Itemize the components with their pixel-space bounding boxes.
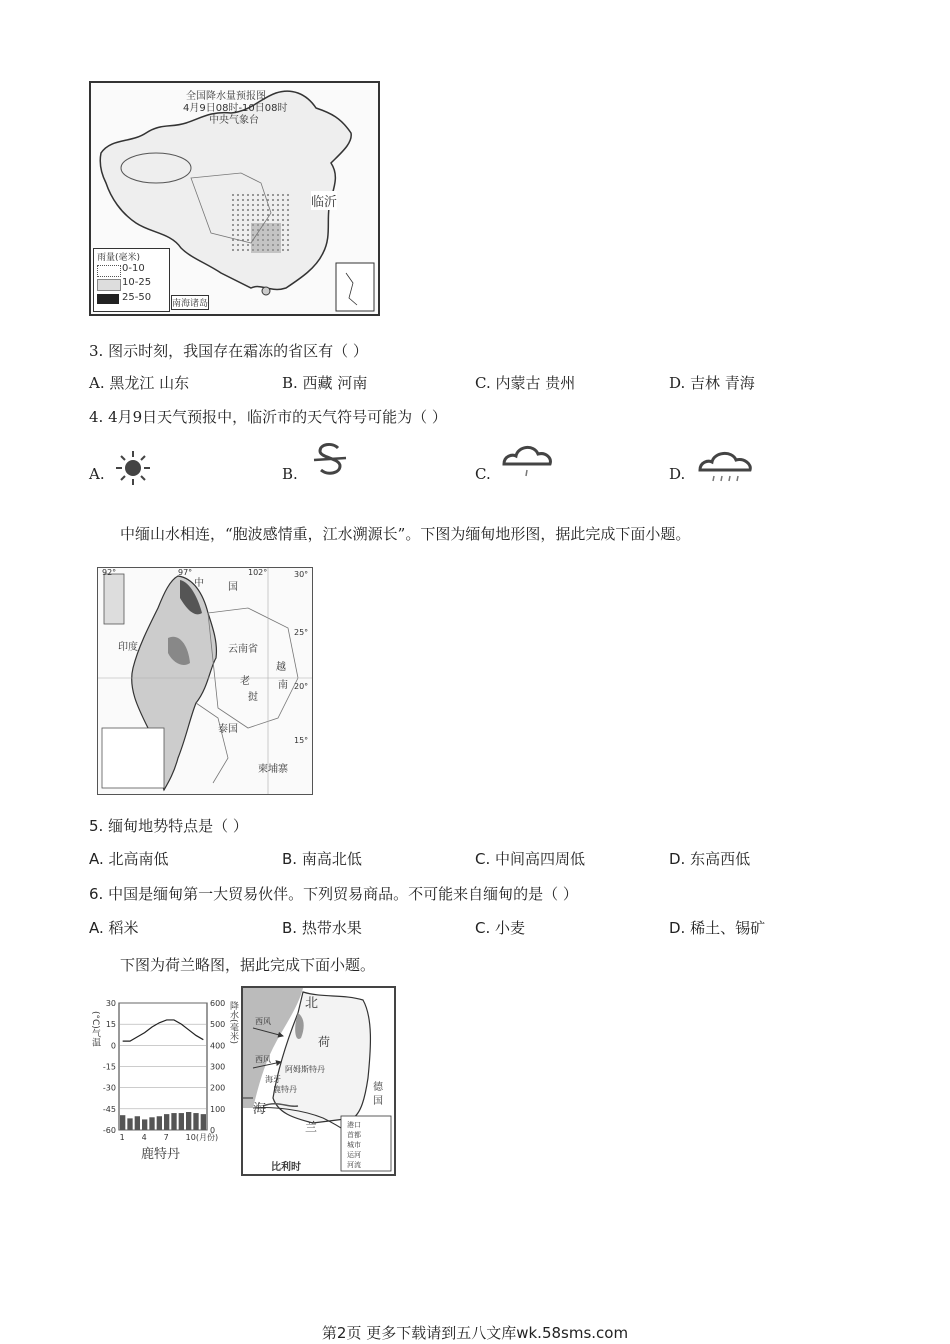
q6-option-a[interactable]: A. 稻米 <box>89 919 139 937</box>
q5-option-d[interactable]: D. 东高西低 <box>669 850 751 868</box>
legend-item-3: 25-50 <box>122 292 152 303</box>
y-right-tick-label: 300 <box>210 1062 226 1072</box>
label-cambodia: 柬埔寨 <box>258 764 288 775</box>
question-4-stem: 4. 4月9日天气预报中，临沂市的天气符号可能为（ ） <box>89 408 447 426</box>
legend-swatch-dark <box>97 294 119 304</box>
page-footer: 第2页 更多下载请到五八文库wk.58sms.com <box>321 1324 629 1342</box>
lat-15: 15° <box>294 736 309 745</box>
y-right-tick-label: 600 <box>210 999 226 1008</box>
label-guo: 国 <box>228 582 238 593</box>
legend-city: 城市 <box>347 1141 361 1149</box>
q4-option-b[interactable]: B. <box>282 465 298 483</box>
moderate-rain-icon <box>696 446 754 486</box>
label-wo: 挝 <box>248 692 258 703</box>
y-right-tick-label: 100 <box>210 1104 226 1114</box>
y-right-tick-label: 500 <box>210 1020 226 1030</box>
label-yue: 越 <box>276 662 286 673</box>
map-title-line1: 全国降水量预报图 <box>186 91 266 102</box>
y-right-tick-label: 400 <box>210 1041 226 1051</box>
legend-canal: 运河 <box>347 1151 361 1159</box>
x-tick-label: 4 <box>141 1133 147 1142</box>
lat-30: 30° <box>294 570 309 579</box>
label-nan: 南 <box>278 680 288 691</box>
city-label-linyi: 临沂 <box>311 191 337 210</box>
x-tick-label: 7 <box>163 1133 169 1142</box>
x-tick-label: 10(月份) <box>185 1133 219 1142</box>
q4-option-d[interactable]: D. <box>669 465 686 483</box>
label-india: 印度 <box>118 642 138 653</box>
lon-92: 92° <box>102 568 117 577</box>
y-left-tick-label: -15 <box>102 1062 116 1072</box>
climate-chart-caption: 鹿特丹 <box>141 1147 181 1162</box>
label-guo2: 国 <box>373 1096 383 1107</box>
y-right-tick-label: 200 <box>210 1083 226 1093</box>
y-left-tick-label: -45 <box>102 1104 116 1114</box>
sun-icon <box>112 448 154 488</box>
label-yunnan: 云南省 <box>228 644 258 655</box>
legend-item-2: 10-25 <box>122 277 152 288</box>
legend-swatch-mid <box>97 279 121 291</box>
label-bei: 北 <box>305 996 319 1011</box>
y-right-tick-label: 0 <box>210 1126 216 1135</box>
lat-25: 25° <box>294 628 309 637</box>
x-tick-label: 1 <box>119 1133 125 1142</box>
label-amsterdam: 阿姆斯特丹 <box>285 1065 325 1074</box>
lat-20: 20° <box>294 682 309 691</box>
y-left-tick-label: 15 <box>105 1020 116 1030</box>
label-zhong: 中 <box>194 578 204 589</box>
temperature-line <box>123 1020 204 1041</box>
precip-bar <box>186 1112 191 1130</box>
precip-bar <box>127 1118 132 1130</box>
q6-option-b[interactable]: B. 热带水果 <box>282 919 362 937</box>
y-left-tick-label: 0 <box>110 1041 116 1051</box>
legend-item-1: 0-10 <box>122 263 145 274</box>
y-left-tick-label: -30 <box>102 1083 116 1093</box>
q3-option-b[interactable]: B. 西藏 河南 <box>282 374 368 392</box>
inset-label: 南海诸岛 <box>171 295 209 310</box>
label-rotterdam: 鹿特丹 <box>273 1085 297 1094</box>
question-3-stem: 3. 图示时刻，我国存在霜冻的省区有（ ） <box>89 342 368 360</box>
netherlands-map <box>241 986 396 1176</box>
y-left-label: (°C)气温 <box>90 1011 100 1047</box>
precip-bar <box>157 1116 162 1130</box>
map-legend <box>93 248 170 312</box>
precip-bar <box>120 1115 125 1130</box>
lon-102: 102° <box>248 568 268 577</box>
label-belgium: 比利时 <box>271 1162 301 1173</box>
q6-option-c[interactable]: C. 小麦 <box>475 919 526 937</box>
legend-title: 雨量(毫米) <box>97 253 141 263</box>
label-thailand: 泰国 <box>218 724 238 735</box>
china-precipitation-map <box>89 81 380 316</box>
map-title-line3: 中央气象台 <box>209 115 259 126</box>
label-hai: 海 <box>253 1102 267 1117</box>
map-title-line2: 4月9日08时-10日08时 <box>183 103 288 114</box>
netherlands-intro: 下图为荷兰略图，据此完成下面小题。 <box>120 956 376 974</box>
precip-bar <box>171 1113 176 1130</box>
label-hague: 海牙 <box>265 1075 281 1084</box>
label-lan: 兰 <box>305 1120 318 1134</box>
legend-swatch-light <box>97 265 121 277</box>
myanmar-intro: 中缅山水相连，“胞波感情重，江水溯源长”。下图为缅甸地形图，据此完成下面小题。 <box>120 525 691 543</box>
sandstorm-icon <box>310 440 350 480</box>
label-westerly-2: 西风 <box>255 1055 271 1064</box>
myanmar-terrain-map <box>97 567 313 795</box>
y-right-label: 降水(毫米) <box>228 1001 238 1045</box>
q3-option-d[interactable]: D. 吉林 青海 <box>669 374 755 392</box>
precip-bar <box>201 1114 206 1130</box>
q5-option-a[interactable]: A. 北高南低 <box>89 850 169 868</box>
precip-bar <box>193 1113 198 1130</box>
legend-river: 河流 <box>347 1161 361 1169</box>
rotterdam-climate-chart <box>89 995 239 1165</box>
question-6-stem: 6. 中国是缅甸第一大贸易伙伴。下列贸易商品。不可能来自缅甸的是（ ） <box>89 885 578 903</box>
legend-port: 港口 <box>347 1121 361 1129</box>
lon-97: 97° <box>178 568 193 577</box>
label-de: 德 <box>373 1082 383 1093</box>
precip-bar <box>142 1119 147 1130</box>
q5-option-c[interactable]: C. 中间高四周低 <box>475 850 586 868</box>
label-lao: 老 <box>240 676 250 687</box>
q6-option-d[interactable]: D. 稀土、锡矿 <box>669 919 766 937</box>
q5-option-b[interactable]: B. 南高北低 <box>282 850 362 868</box>
label-he: 荷 <box>318 1035 331 1049</box>
y-left-tick-label: 30 <box>105 999 116 1008</box>
y-left-tick-label: -60 <box>102 1126 116 1135</box>
q4-option-a[interactable]: A. <box>89 465 105 483</box>
precip-bar <box>135 1116 140 1130</box>
precip-bar <box>179 1113 184 1130</box>
question-5-stem: 5. 缅甸地势特点是（ ） <box>89 817 248 835</box>
light-rain-icon <box>500 440 554 484</box>
precip-bar <box>164 1114 169 1130</box>
q4-option-c[interactable]: C. <box>475 465 491 483</box>
q3-option-a[interactable]: A. 黑龙江 山东 <box>89 374 190 392</box>
label-westerly-1: 西风 <box>255 1017 271 1026</box>
precip-bar <box>149 1117 154 1130</box>
legend-capital: 首都 <box>347 1131 361 1139</box>
q3-option-c[interactable]: C. 内蒙古 贵州 <box>475 374 576 392</box>
climate-chart-svg <box>89 995 239 1165</box>
